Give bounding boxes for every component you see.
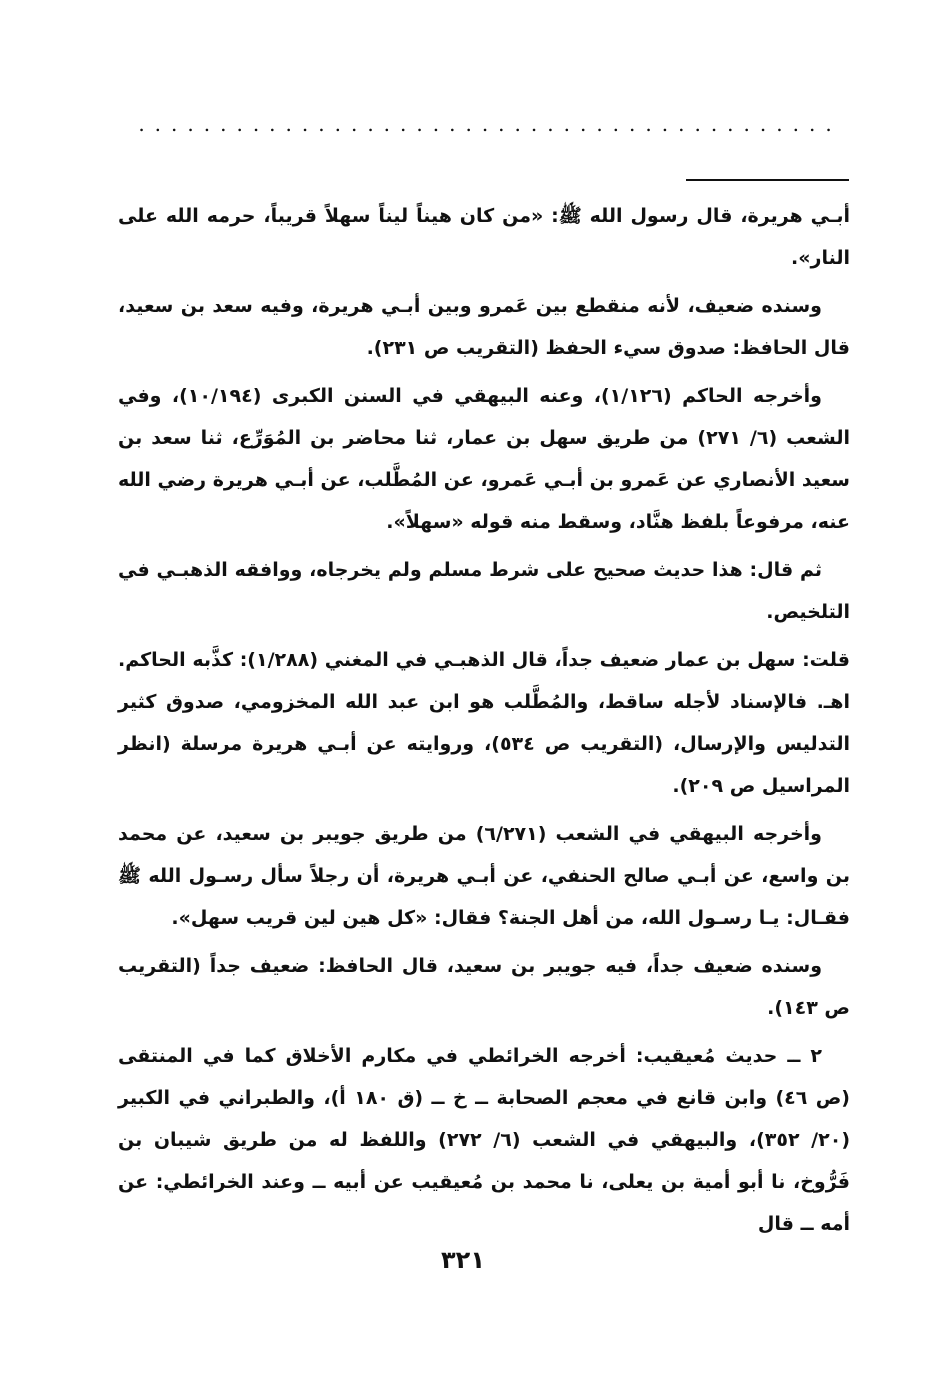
paragraph-1: أبـي هريرة، قال رسول الله ﷺ: «من كان هيناً ليناً سهلاً قريباً، حرمه الله على النار». xyxy=(118,205,850,269)
footnote-text xyxy=(118,195,850,1251)
paragraph-6: وأخرجه البيهقي في الشعب (٦/٢٧١) من طريق جويبر بن سعيد، عن محمد بن واسع، عن أبـي صالح الحنفي، عن أبـي هريرة، أن رجلاً سأل رسـول الله ﷺ فقـال: يـا رسـول الله، من أهل الجنة؟ فقال: «كل هين لين قريب سهل». xyxy=(118,823,850,929)
paragraph-5: قلت: سهل بن عمار ضعيف جداً، قال الذهبـي في المغني (١/٢٨٨): كذَّبه الحاكم. اهـ. فالإسناد لأجله ساقط، والمُطَّلب هو ابن عبد الله المخزومي، صدوق كثير التدليس والإرسال، (التقريب ص ٥٣٤)، وروايته عن أبـي هريرة مرسلة (انظر المراسيل ص ٢٠٩). xyxy=(118,649,851,797)
paragraph-7: وسنده ضعيف جداً، فيه جويبر بن سعيد، قال الحافظ: ضعيف جداً (التقريب ص ١٤٣). xyxy=(118,955,850,1019)
paragraph-3: وأخرجه الحاكم (١/١٢٦)، وعنه البيهقي في السنن الكبرى (١٠/١٩٤)، وفي الشعب (٦/ ٢٧١) من طريق سهل بن عمار، ثنا محاضر بن المُوَرِّع، ثنا سعد بن سعيد الأنصاري عن عَمرو بن أبـي عَمرو، عن المُطَّلب، عن أبـي هريرة رضي الله عنه، مرفوعاً بلفظ هنَّاد، وسقط منه قوله «سهلاً». xyxy=(118,385,850,533)
paragraph-4: ثم قال: هذا حديث صحيح على شرط مسلم ولم يخرجاه، ووافقه الذهبـي في التلخيص. xyxy=(118,559,850,623)
footnote-rule xyxy=(686,179,849,181)
dotted-separator: ........................................... xyxy=(138,112,842,136)
page-number: ٣٢١ xyxy=(441,1246,485,1274)
paragraph-2: وسنده ضعيف، لأنه منقطع بين عَمرو وبين أبـي هريرة، وفيه سعد بن سعيد، قال الحافظ: صدوق سيء الحفظ (التقريب ص ٢٣١). xyxy=(118,295,850,359)
paragraph-8: ٢ ــ حديث مُعيقيب: أخرجه الخرائطي في مكارم الأخلاق كما في المنتقى (ص ٤٦) وابن قانع في معجم الصحابة ــ خ ــ (ق ١٨٠ أ)، والطبراني في الكبير (٢٠/ ٣٥٢)، والبيهقي في الشعب (٦/ ٢٧٢) واللفظ له من طريق شيبان بن فَرُّوخ، نا أبو أمية بن يعلى، نا محمد بن مُعيقيب عن أبيه ــ وعند الخرائطي: عن أمه ــ قال xyxy=(118,1045,850,1235)
